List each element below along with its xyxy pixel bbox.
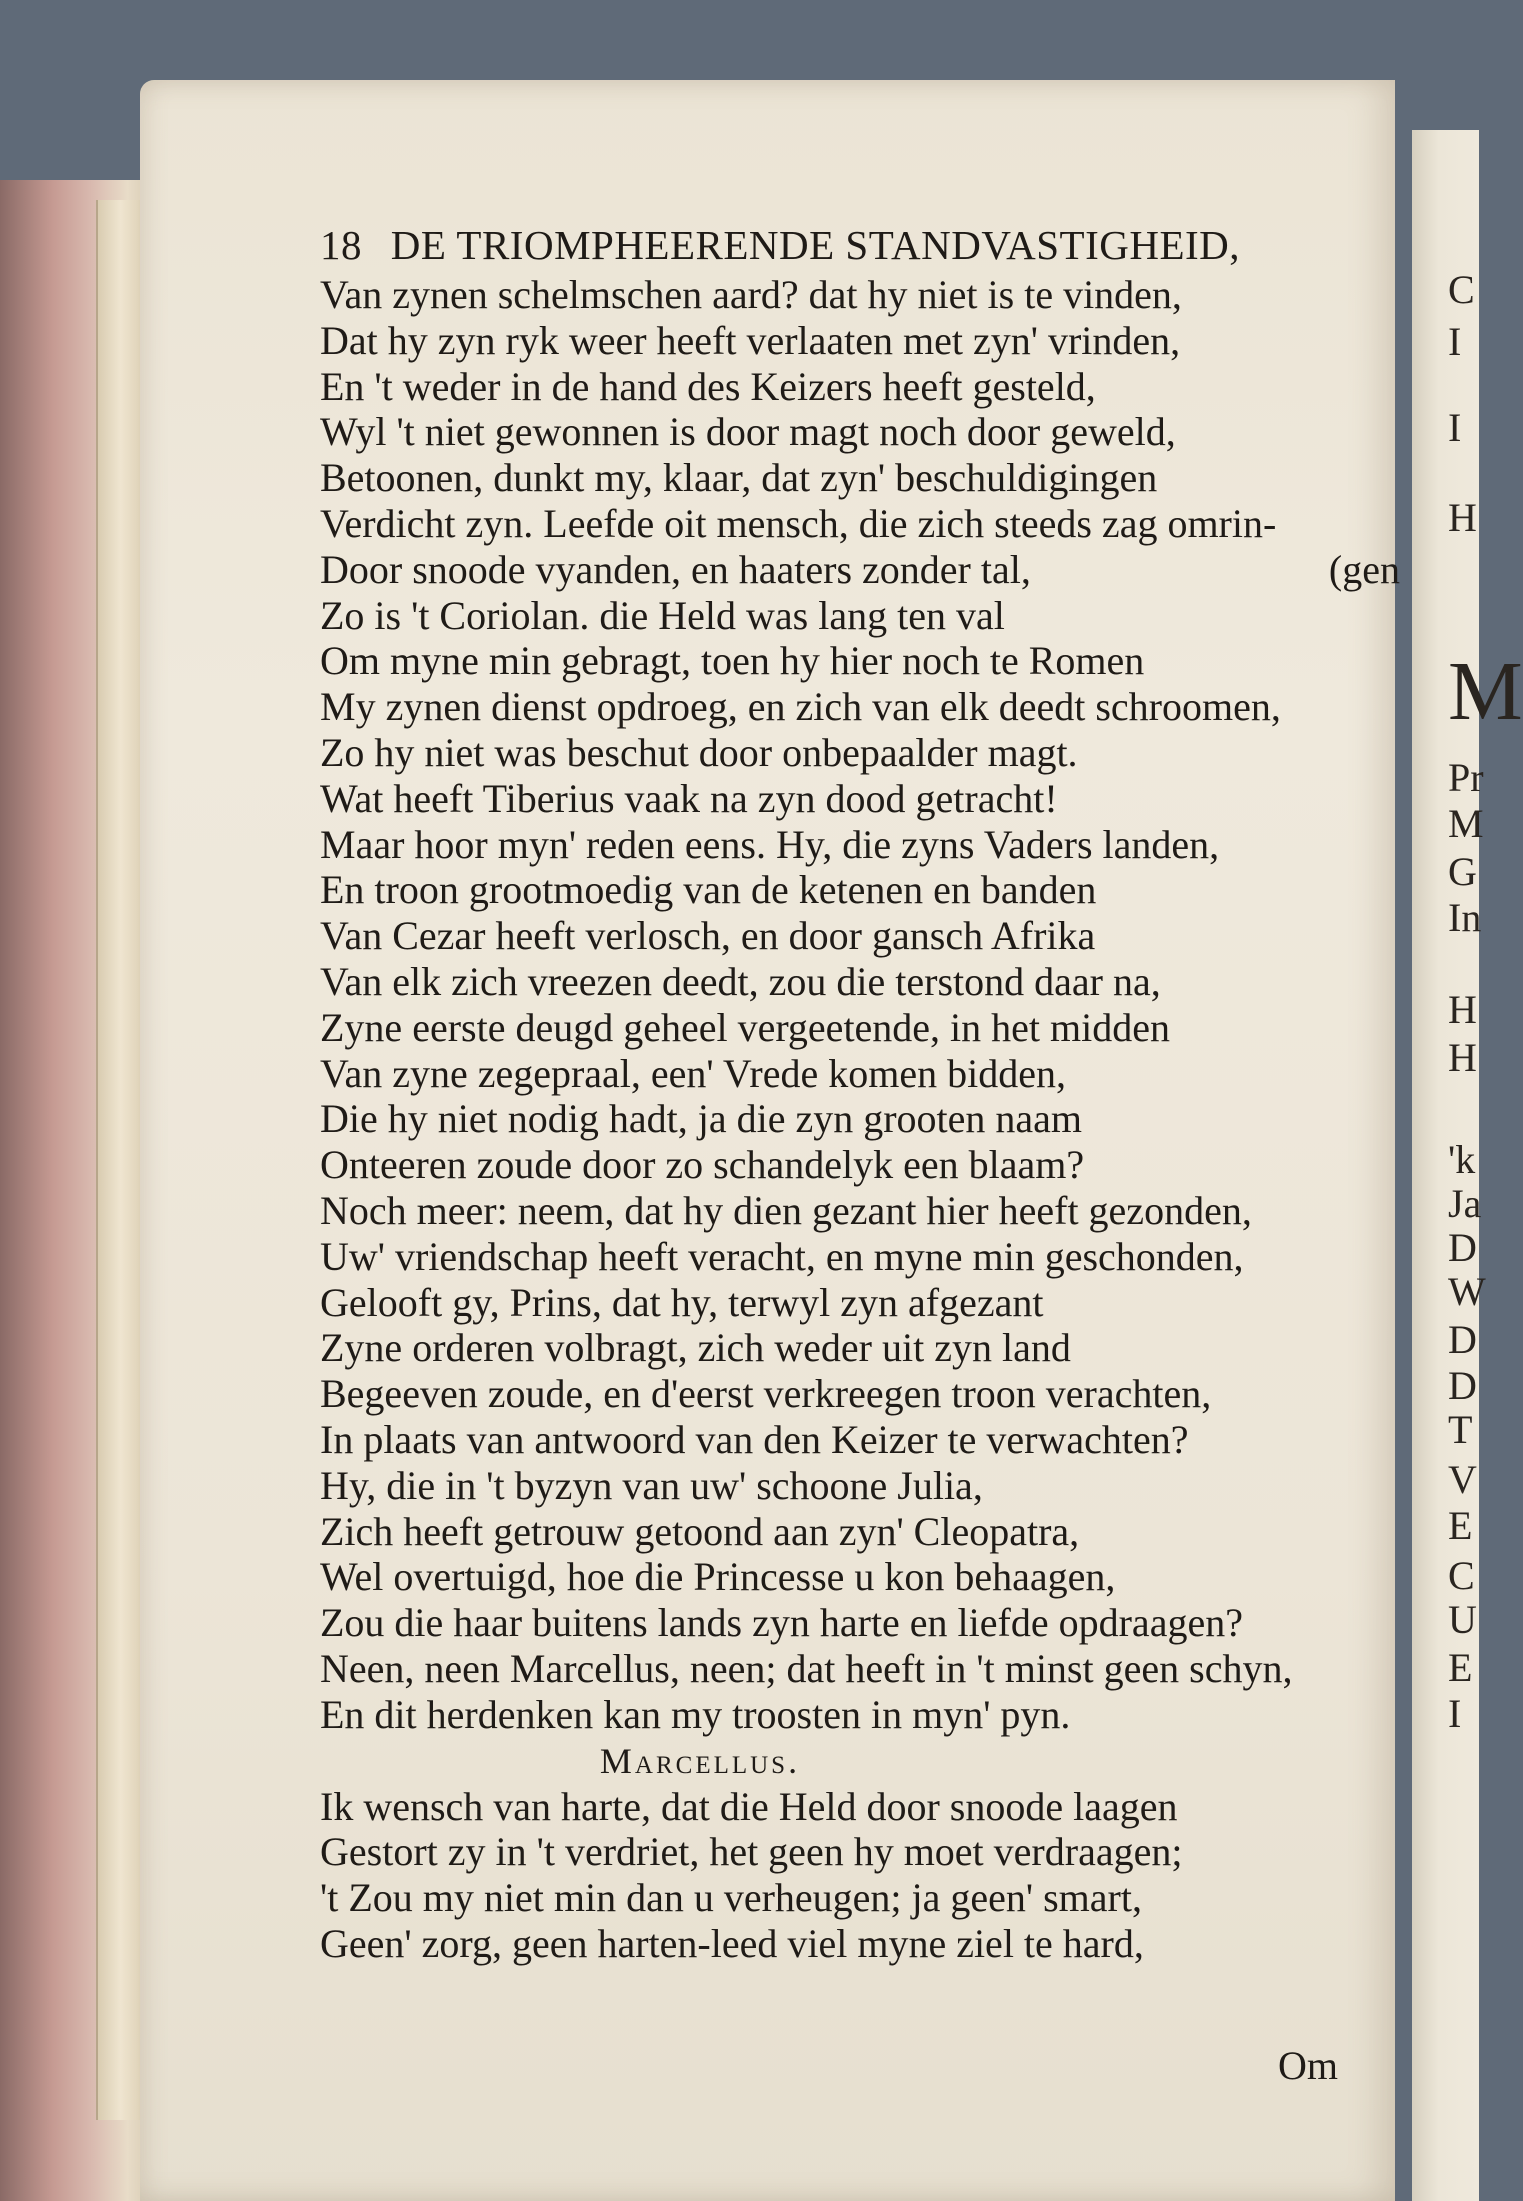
verse-line-text: Noch meer: neem, dat hy dien gezant hier heeft gezonden,: [320, 1187, 1252, 1233]
speaker-name: Marcellus.: [599, 1740, 801, 1781]
verse-line: [320, 593, 1400, 639]
verse-line: [320, 364, 1400, 410]
verse-line: [320, 1096, 1400, 1142]
verse-line-text: Uw' vriendschap heeft veracht, en myne min geschonden,: [320, 1233, 1244, 1279]
verse-block-a: [320, 272, 1400, 1738]
verse-line-text: 't Zou my niet min dan u verheugen; ja geen' smart,: [320, 1875, 1142, 1921]
verse-line: [320, 1234, 1400, 1280]
verse-line: [320, 1829, 1400, 1875]
verse-line-text: Van zynen schelmschen aard? dat hy niet is te vinden,: [320, 272, 1182, 317]
facing-page-letter: I: [1448, 405, 1462, 450]
verse-line-text: Zyne eerste deugd geheel vergeetende, in het midden: [320, 1004, 1171, 1050]
verse-line-text: Wat heeft Tiberius vaak na zyn dood getracht!: [320, 775, 1058, 821]
facing-page-letter: 'k: [1448, 1137, 1476, 1182]
verse-line-text: Wel overtuigd, hoe die Princesse u kon behaagen,: [320, 1554, 1116, 1600]
verse-line: [320, 638, 1400, 684]
verse-line-text: En dit herdenken kan my troosten in myn' pyn.: [320, 1691, 1071, 1737]
verse-line: [320, 547, 1400, 593]
running-header: [320, 218, 1400, 272]
running-title: DE TRIOMPHEERENDE STANDVASTIGHEID,: [390, 222, 1241, 268]
facing-page-letter: In: [1448, 895, 1482, 940]
verse-line-text: My zynen dienst opdroeg, en zich van elk deedt schroomen,: [320, 684, 1281, 730]
verse-line: [320, 1875, 1400, 1921]
verse-line: [320, 1784, 1400, 1830]
verse-line: [320, 1371, 1400, 1417]
verse-line: [320, 1188, 1400, 1234]
facing-page-letter: C: [1448, 1553, 1475, 1598]
verse-line: [320, 1005, 1400, 1051]
facing-page-letter: H: [1448, 987, 1477, 1032]
facing-page-letter: H: [1448, 1035, 1477, 1080]
facing-page-letter: C: [1448, 267, 1475, 312]
verse-line: [320, 730, 1400, 776]
verse-line-text: En 't weder in de hand des Keizers heeft gesteld,: [320, 363, 1096, 409]
verse-line: [320, 684, 1400, 730]
verse-line: [320, 1554, 1400, 1600]
verse-line: [320, 1646, 1400, 1692]
verse-line-text: Wyl 't niet gewonnen is door magt noch door geweld,: [320, 409, 1176, 455]
verse-line-text: En troon grootmoedig van de ketenen en banden: [320, 867, 1097, 913]
page-number: 18: [320, 222, 362, 268]
verse-line-text: Van elk zich vreezen deedt, zou die terstond daar na,: [320, 958, 1161, 1004]
verse-line: [320, 776, 1400, 822]
verse-line-text: Begeeven zoude, en d'eerst verkreegen troon verachten,: [320, 1371, 1212, 1417]
verse-line-text: Zou die haar buitens lands zyn harte en liefde opdraagen?: [320, 1600, 1243, 1646]
verse-line: [320, 1280, 1400, 1326]
verse-line-text: Gelooft gy, Prins, dat hy, terwyl zyn afgezant: [320, 1279, 1044, 1325]
verse-line: [320, 1692, 1400, 1738]
verse-line-text: Neen, neen Marcellus, neen; dat heeft in 't minst geen schyn,: [320, 1645, 1293, 1691]
verse-line-text: Zo is 't Coriolan. die Held was lang ten val: [320, 592, 1005, 638]
page-text-block: [320, 218, 1400, 1967]
facing-page-letter: U: [1448, 1597, 1477, 1642]
facing-page-letter: I: [1448, 319, 1462, 364]
facing-page-letter: M: [1448, 645, 1523, 738]
verse-line-text: Van Cezar heeft verlosch, en door gansch Afrika: [320, 913, 1096, 959]
facing-page-letter: I: [1448, 1691, 1462, 1736]
verse-line-text: Die hy niet nodig hadt, ja die zyn grooten naam: [320, 1096, 1083, 1142]
verse-line: [320, 318, 1400, 364]
verse-line-text: Onteeren zoude door zo schandelyk een blaam?: [320, 1142, 1085, 1188]
verse-line: [320, 272, 1400, 318]
facing-page-letter: W: [1448, 1269, 1486, 1314]
verse-line-text: In plaats van antwoord van den Keizer te verwachten?: [320, 1416, 1189, 1462]
verse-line-text: Dat hy zyn ryk weer heeft verlaaten met zyn' vrinden,: [320, 317, 1181, 363]
verse-line: [320, 1463, 1400, 1509]
facing-page-letter: T: [1448, 1407, 1473, 1452]
verse-block-b: [320, 1784, 1400, 1967]
verse-line: [320, 1509, 1400, 1555]
turnover-word: (gen: [1328, 546, 1400, 592]
verse-line: [320, 455, 1400, 501]
verse-line-text: Verdicht zyn. Leefde oit mensch, die zich steeds zag omrin-: [320, 500, 1277, 546]
verse-line-text: Om myne min gebragt, toen hy hier noch te Romen: [320, 638, 1145, 684]
verse-line-text: Betoonen, dunkt my, klaar, dat zyn' beschuldigingen: [320, 455, 1158, 501]
verse-line: [320, 959, 1400, 1005]
verse-line-text: Hy, die in 't byzyn van uw' schoone Julia,: [320, 1462, 983, 1508]
verse-line-text: Maar hoor myn' reden eens. Hy, die zyns Vaders landen,: [320, 821, 1220, 867]
facing-page-letter: V: [1448, 1457, 1477, 1502]
verse-line: [320, 1921, 1400, 1967]
verse-line-text: Zo hy niet was beschut door onbepaalder magt.: [320, 729, 1078, 775]
facing-page-letter: E: [1448, 1503, 1473, 1548]
verse-line: [320, 501, 1400, 547]
verse-line: [320, 913, 1400, 959]
verse-line: [320, 1325, 1400, 1371]
facing-page-letter: M: [1448, 801, 1484, 846]
catchword: Om: [1278, 2043, 1338, 2088]
verse-line-text: Door snoode vyanden, en haaters zonder tal,: [320, 546, 1031, 592]
verse-line: [320, 409, 1400, 455]
facing-page-letter: Ja: [1448, 1181, 1482, 1226]
verse-line: [320, 1417, 1400, 1463]
facing-page-letter: G: [1448, 849, 1477, 894]
facing-page-letter: Pr: [1448, 755, 1484, 800]
facing-page-letter: D: [1448, 1363, 1477, 1408]
facing-page-letter: D: [1448, 1317, 1477, 1362]
verse-line: [320, 1600, 1400, 1646]
facing-page-letter: E: [1448, 1645, 1473, 1690]
verse-line: [320, 1142, 1400, 1188]
verse-line-text: Zyne orderen volbragt, zich weder uit zyn land: [320, 1325, 1071, 1371]
verse-line-text: Van zyne zegepraal, een' Vrede komen bidden,: [320, 1050, 1066, 1096]
facing-page-letter: D: [1448, 1225, 1477, 1270]
verse-line-text: Geen' zorg, geen harten-leed viel myne ziel te hard,: [320, 1920, 1144, 1966]
verse-line-text: Zich heeft getrouw getoond aan zyn' Cleopatra,: [320, 1508, 1080, 1554]
verse-line: [320, 822, 1400, 868]
verse-line-text: Ik wensch van harte, dat die Held door snoode laagen: [320, 1783, 1178, 1829]
verse-line: [320, 867, 1400, 913]
verse-line: [320, 1051, 1400, 1097]
facing-page-letter: H: [1448, 495, 1477, 540]
verse-line-text: Gestort zy in 't verdriet, het geen hy moet verdraagen;: [320, 1829, 1183, 1875]
